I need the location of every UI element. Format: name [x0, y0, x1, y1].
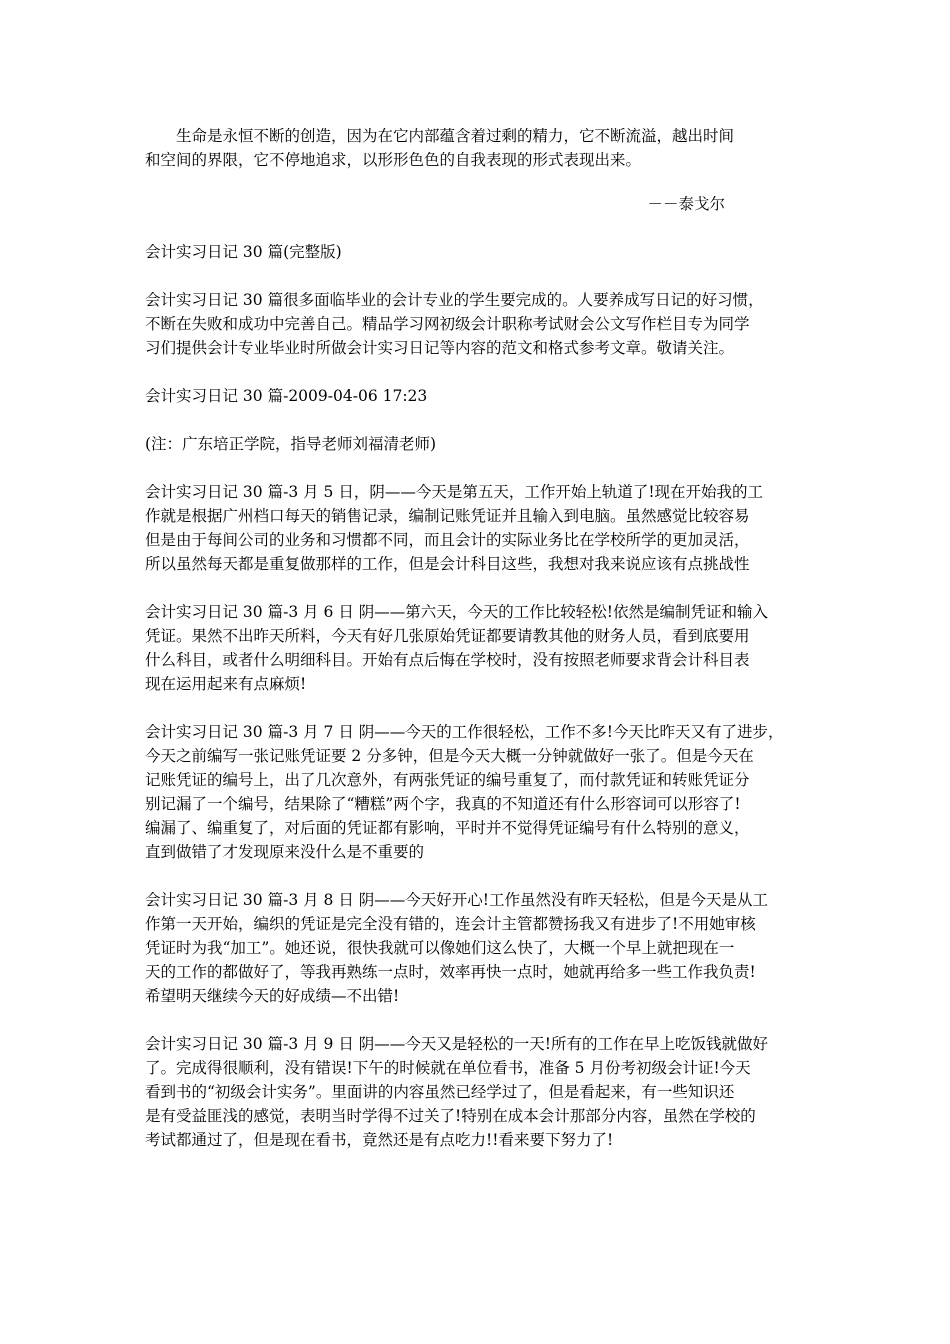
intro-line: 会计实习日记 30 篇很多面临毕业的会计专业的学生要完成的。人要养成写日记的好习惯，	[145, 291, 764, 309]
document-page	[145, 124, 807, 1152]
entry-line: 会计实习日记 30 篇-3 月 9 日 阴——今天又是轻松的一天!所有的工作在早上吃饭钱就做好	[145, 1035, 768, 1053]
note: (注：广东培正学院，指导老师刘福清老师)	[145, 435, 437, 453]
document-title: 会计实习日记 30 篇(完整版)	[145, 243, 342, 261]
entry-line: 所以虽然每天都是重复做那样的工作，但是会计科目这些，我想对我来说应该有点挑战性	[145, 555, 750, 573]
quote-line: 和空间的界限，它不停地追求，以形形色色的自我表现的形式表现出来。	[145, 151, 642, 169]
entry-line: 凭证。果然不出昨天所料，今天有好几张原始凭证都要请教其他的财务人员，看到底要用	[145, 627, 750, 645]
diary-entry-mar9	[145, 1032, 807, 1152]
entry-line: 现在运用起来有点麻烦!	[145, 675, 307, 693]
entry-line: 记账凭证的编号上，出了几次意外，有两张凭证的编号重复了，而付款凭证和转账凭证分	[145, 771, 750, 789]
entry-line: 看到书的“初级会计实务”。里面讲的内容虽然已经学过了，但是看起来，有一些知识还	[145, 1083, 735, 1101]
entry-line: 凭证时为我“加工”。她还说，很快我就可以像她们这么快了，大概一个早上就把现在一	[145, 939, 735, 957]
entry-line: 考试都通过了，但是现在看书，竟然还是有点吃力!!看来要下努力了!	[145, 1131, 614, 1149]
entry-line: 直到做错了才发现原来没什么是不重要的	[145, 843, 425, 861]
entry-line: 今天之前编写一张记账凭证要 2 分多钟，但是今天大概一分钟就做好一张了。但是今天在	[145, 747, 754, 765]
entry-line: 会计实习日记 30 篇-3 月 6 日 阴——第六天，今天的工作比较轻松!依然是编制凭证和输入	[145, 603, 768, 621]
entry-line: 是有受益匪浅的感觉，表明当时学得不过关了!特别在成本会计那部分内容，虽然在学校的	[145, 1107, 756, 1125]
entry-line: 别记漏了一个编号，结果除了“糟糕”两个字，我真的不知道还有什么形容词可以形容了!	[145, 795, 741, 813]
intro-line: 习们提供会计专业毕业时所做会计实习日记等内容的范文和格式参考文章。敬请关注。	[145, 339, 735, 357]
diary-entry-mar8	[145, 888, 807, 1008]
entry-line: 了。完成得很顺利，没有错误!下午的时候就在单位看书，准备 5 月份考初级会计证!今天	[145, 1059, 751, 1077]
entry-line: 会计实习日记 30 篇-3 月 5 日，阴——今天是第五天，工作开始上轨道了!现在开始我的工	[145, 483, 764, 501]
entry-line: 作第一天开始，编织的凭证是完全没有错的，连会计主管都赞扬我又有进步了!不用她审核	[145, 915, 756, 933]
entry-line: 什么科目，或者什么明细科目。开始有点后悔在学校时，没有按照老师要求背会计科目表	[145, 651, 750, 669]
quote-attribution: －－泰戈尔	[647, 195, 725, 213]
entry-line: 希望明天继续今天的好成绩—不出错!	[145, 987, 400, 1005]
diary-entry-mar5	[145, 480, 807, 576]
entry-line: 但是由于每间公司的业务和习惯都不同，而且会计的实际业务比在学校所学的更加灵活，	[145, 531, 750, 549]
entry-line: 作就是根据广州档口每天的销售记录，编制记账凭证并且输入到电脑。虽然感觉比较容易	[145, 507, 750, 525]
intro-line: 不断在失败和成功中完善自己。精品学习网初级会计职称考试财会公文写作栏目专为同学	[145, 315, 750, 333]
entry-line: 会计实习日记 30 篇-3 月 8 日 阴——今天好开心!工作虽然没有昨天轻松，但是今天是从工	[145, 891, 768, 909]
entry-line: 编漏了、编重复了，对后面的凭证都有影响，平时并不觉得凭证编号有什么特别的意义，	[145, 819, 750, 837]
diary-entry-mar7	[145, 720, 807, 864]
entry-line: 天的工作的都做好了，等我再熟练一点时，效率再快一点时，她就再给多一些工作我负责!	[145, 963, 756, 981]
diary-entry-mar6	[145, 600, 807, 696]
intro-paragraph	[145, 288, 807, 360]
quote-line: 生命是永恒不断的创造，因为在它内部蕴含着过剩的精力，它不断流溢，越出时间	[176, 127, 735, 145]
dateline: 会计实习日记 30 篇-2009-04-06 17:23	[145, 387, 428, 405]
quote-paragraph	[145, 124, 807, 172]
entry-line: 会计实习日记 30 篇-3 月 7 日 阴——今天的工作很轻松，工作不多!今天比昨天又有了进步，	[145, 723, 784, 741]
